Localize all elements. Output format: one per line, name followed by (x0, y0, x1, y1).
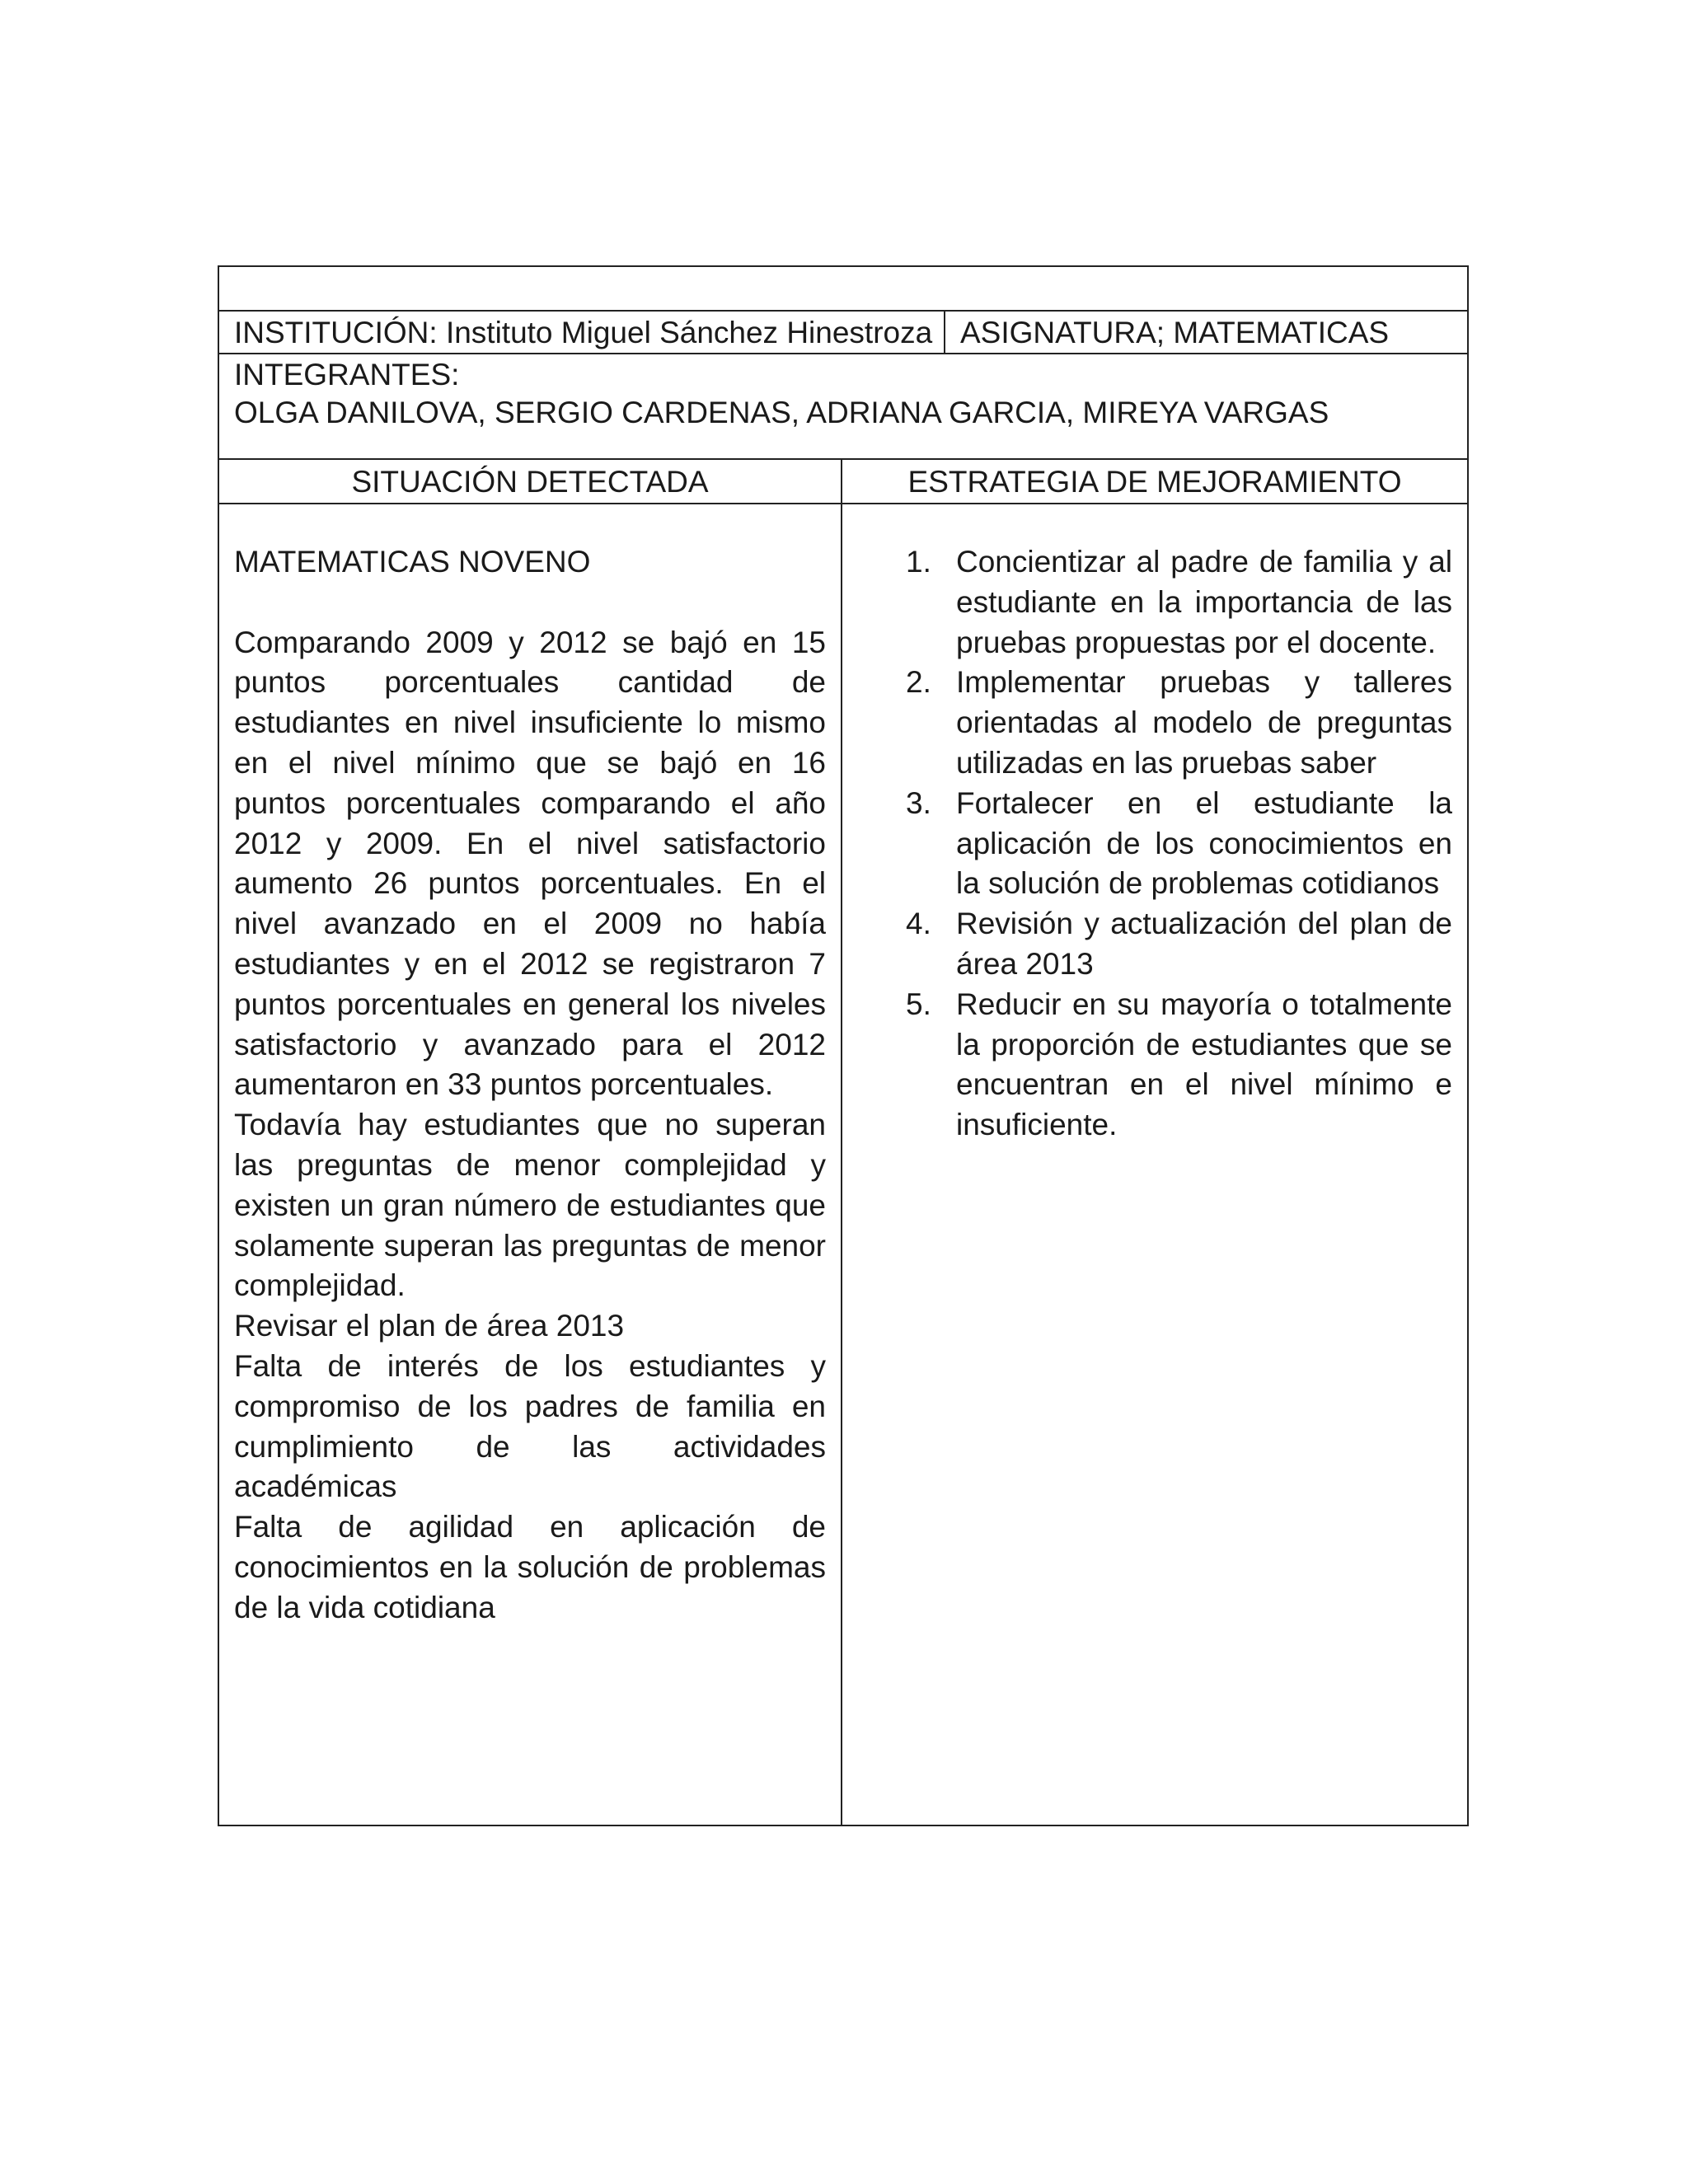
situation-paragraph: Revisar el plan de área 2013 (234, 1309, 625, 1343)
members-names: OLGA DANILOVA, SERGIO CARDENAS, ADRIANA GARCIA, MIREYA VARGAS (234, 396, 1329, 429)
content-row (219, 503, 1467, 1825)
strategy-text: Revisión y actualización del plan de área 2013 (956, 907, 1452, 981)
strategy-number: 5. (906, 987, 931, 1021)
strategy-text: Concientizar al padre de familia y al estudiante en la importancia de las pruebas propuestas por el docente. (956, 545, 1452, 659)
strategy-header: ESTRATEGIA DE MEJORAMIENTO (907, 465, 1402, 499)
strategy-number: 2. (906, 665, 931, 700)
strategy-text: Implementar pruebas y talleres orientadas al modelo de preguntas utilizadas en las pruebas saber (956, 665, 1452, 780)
strategy-text: Reducir en su mayoría o totalmente la proporción de estudiantes que se encuentran en el nivel mínimo e insuficiente. (956, 987, 1452, 1142)
situation-paragraph: Todavía hay estudiantes que no superan las preguntas de menor complejidad y existen un gran número de estudiantes que solamente superan las preguntas de menor complejidad. (234, 1108, 826, 1303)
institution-cell: INSTITUCIÓN: Instituto Miguel Sánchez Hinestroza (219, 312, 945, 353)
strategy-text: Fortalecer en el estudiante la aplicación de los conocimientos en la solución de problemas cotidianos (956, 785, 1452, 901)
strategy-item (906, 663, 1452, 783)
strategy-column (842, 504, 1467, 1825)
blank-header-row (219, 267, 1467, 310)
improvement-plan-table (218, 265, 1469, 1826)
situation-title: MATEMATICAS NOVENO (234, 545, 591, 579)
situation-paragraph: Falta de agilidad en aplicación de conocimientos en la solución de problemas de la vida cotidiana (234, 1510, 826, 1624)
situation-header: SITUACIÓN DETECTADA (219, 460, 842, 503)
strategy-list (906, 542, 1452, 1146)
members-row (219, 353, 1467, 458)
strategy-item (906, 985, 1452, 1146)
members-label: INTEGRANTES: (234, 358, 460, 391)
strategy-item (906, 904, 1452, 985)
institution-row (219, 310, 1467, 353)
strategy-number: 4. (906, 907, 931, 941)
strategy-item (906, 542, 1452, 663)
strategy-item (906, 784, 1452, 904)
subject-cell: ASIGNATURA; MATEMATICAS (960, 316, 1390, 349)
situation-paragraph: Comparando 2009 y 2012 se bajó en 15 puntos porcentuales cantidad de estudiantes en nivel insuficiente lo mismo en el nivel mínimo que se bajó en 16 puntos porcentuales comparando el año 2012 y 2009. En el nivel satisfactorio aumento 26 puntos porcentuales. En el nivel avanzado en el 2009 no había estudiantes y en el 2012 se registraron 7 puntos porcentuales en general los niveles satisfactorio y avanzado para el 2012 aumentaron en 33 puntos porcentuales. (234, 625, 826, 1102)
column-headers-row (219, 458, 1467, 503)
situation-column (219, 504, 842, 1825)
strategy-number: 1. (906, 545, 931, 579)
strategy-number: 3. (906, 785, 931, 820)
situation-paragraph: Falta de interés de los estudiantes y compromiso de los padres de familia en cumplimiento de las actividades académicas (234, 1348, 826, 1504)
